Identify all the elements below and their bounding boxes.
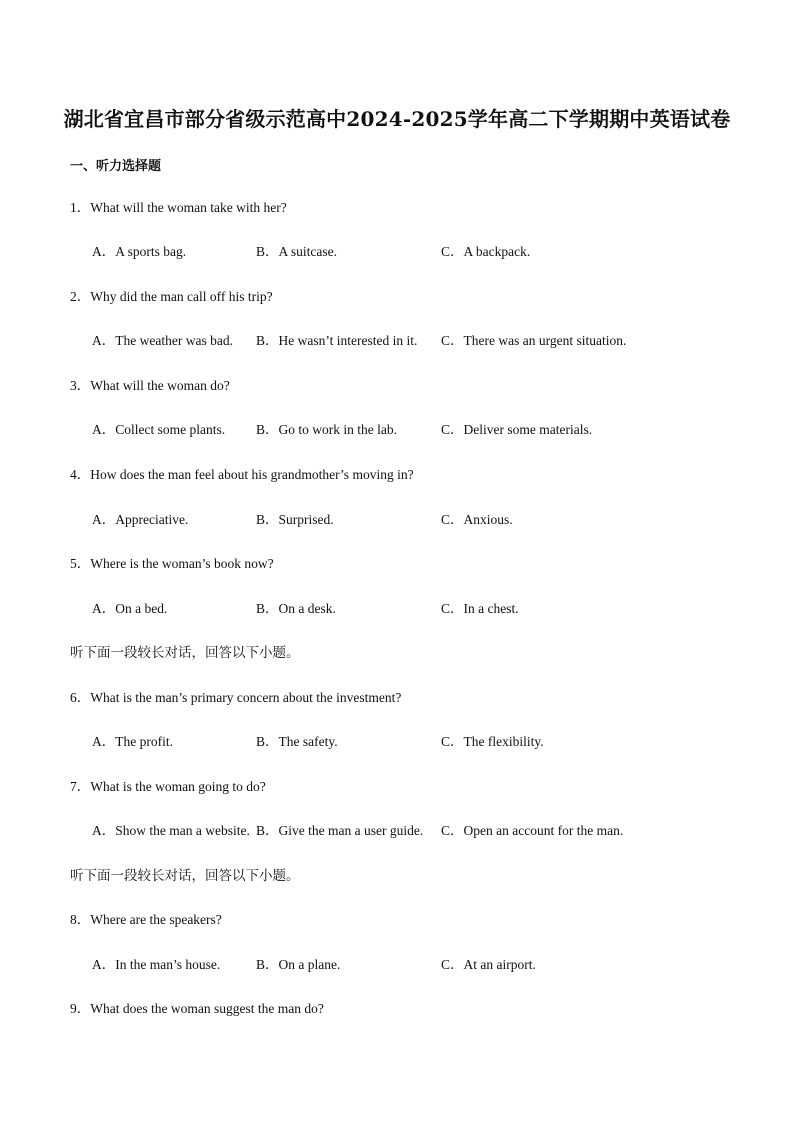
question-text: What will the woman do? [90, 378, 230, 393]
question-6 [70, 686, 401, 706]
option-a: A．Show the man a website. [92, 823, 250, 838]
question-number: 6． [70, 690, 91, 705]
question-2 [70, 285, 273, 305]
options-q2 [92, 329, 732, 347]
question-text: How does the man feel about his grandmother’s moving in? [90, 467, 414, 482]
option-a: A．On a bed. [92, 601, 168, 616]
question-text: Where are the speakers? [90, 912, 222, 927]
question-3 [70, 374, 230, 394]
options-q3 [92, 418, 732, 436]
question-number: 2． [70, 289, 91, 304]
options-q6 [92, 730, 732, 748]
question-number: 9． [70, 1001, 91, 1016]
options-q1 [92, 240, 732, 258]
option-a: A．Appreciative. [92, 512, 189, 527]
option-c: C．Anxious. [441, 512, 513, 527]
option-c: C．In a chest. [441, 601, 519, 616]
option-c: C．Deliver some materials. [441, 422, 593, 437]
question-7 [70, 775, 266, 795]
question-4 [70, 463, 414, 483]
question-text: What is the woman going to do? [90, 779, 266, 794]
option-c: C．Open an account for the man. [441, 823, 624, 838]
option-b: B．Go to work in the lab. [256, 422, 397, 437]
option-a: A．In the man’s house. [92, 957, 221, 972]
question-number: 7． [70, 779, 91, 794]
options-q7 [92, 819, 732, 837]
question-text: Why did the man call off his trip? [90, 289, 273, 304]
section-heading: 一、听力选择题 [70, 159, 162, 174]
option-b: B．On a desk. [256, 601, 336, 616]
question-text: Where is the woman’s book now? [90, 556, 274, 571]
question-number: 3． [70, 378, 91, 393]
option-b: B．He wasn’t interested in it. [256, 333, 418, 348]
option-c: C．The flexibility. [441, 734, 544, 749]
question-text: What will the woman take with her? [90, 200, 287, 215]
options-q8 [92, 953, 732, 971]
dialogue-note: 听下面一段较长对话，回答以下小题。 [70, 868, 300, 884]
option-a: A．The weather was bad. [92, 333, 233, 348]
question-number: 8． [70, 912, 91, 927]
question-text: What does the woman suggest the man do? [90, 1001, 324, 1016]
option-b: B．A suitcase. [256, 244, 337, 259]
option-a: A．Collect some plants. [92, 422, 226, 437]
dialogue-note: 听下面一段较长对话，回答以下小题。 [70, 645, 300, 661]
question-9 [70, 997, 324, 1017]
question-number: 1． [70, 200, 91, 215]
options-q4 [92, 508, 732, 526]
question-number: 4． [70, 467, 91, 482]
option-b: B．Surprised. [256, 512, 334, 527]
option-c: C．There was an urgent situation. [441, 333, 627, 348]
question-1 [70, 196, 287, 216]
option-a: A．The profit. [92, 734, 173, 749]
option-a: A．A sports bag. [92, 244, 187, 259]
question-5 [70, 552, 274, 572]
question-number: 5． [70, 556, 91, 571]
option-b: B．The safety. [256, 734, 338, 749]
option-c: C．At an airport. [441, 957, 536, 972]
option-b: B．On a plane. [256, 957, 341, 972]
exam-title: 湖北省宜昌市部分省级示范高中2024-2025学年高二下学期期中英语试卷 [63, 107, 731, 131]
option-c: C．A backpack. [441, 244, 531, 259]
option-b: B．Give the man a user guide. [256, 823, 424, 838]
options-q5 [92, 597, 732, 615]
question-text: What is the man’s primary concern about the investment? [90, 690, 402, 705]
question-8 [70, 908, 222, 928]
